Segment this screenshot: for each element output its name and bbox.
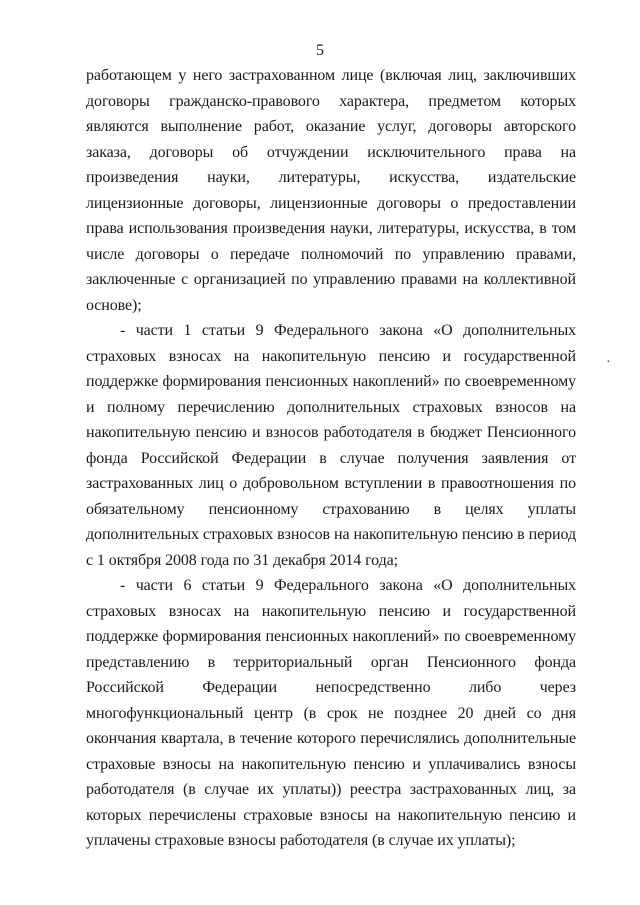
scan-artifact-mark: ·: [606, 355, 611, 370]
paragraph-part-6-article-9: - части 6 статьи 9 Федерального закона «О дополнительных страховых взносах на накопительную пенсию и государственной поддержке формирования пенсионных накоплений» по своевременному представлению в территориальный орган Пенсионного фонда Российской Федерации непосредственно либо через многофункциональный центр (в срок не позднее 20 дней со дня окончания квартала, в течение которого перечислялись дополнительные страховые взносы на накопительную пенсию и уплачивались взносы работодателя (в случае их уплаты)) реестра застрахованных лиц, за которых перечислены страховые взносы на накопительную пенсию и уплачены страховые взносы работодателя (в случае их уплаты);: [86, 577, 576, 849]
page-number: 5: [316, 42, 324, 59]
paragraph-part-1-article-9: - части 1 статьи 9 Федерального закона «О дополнительных страховых взносах на накопительную пенсию и государственной поддержке формирования пенсионных накоплений» по своевременному и полному перечислению дополнительных страховых взносов на накопительную пенсию и взносов работодателя в бюджет Пенсионного фонда Российской Федерации в случае получения заявления от застрахованных лиц о добровольном вступлении в правоотношения по обязательному пенсионному страхованию в целях уплаты дополнительных страховых взносов на накопительную пенсию в период с 1 октября 2008 года по 31 декабря 2014 года;: [86, 322, 576, 569]
paragraph-continuation: работающем у него застрахованном лице (включая лиц, заключивших договоры гражданско-правового характера, предметом которых являются выполнение работ, оказание услуг, договоры авторского заказа, договоры об отчуждении исключительного права на произведения науки, литературы, искусства, издательские лицензионные договоры, лицензионные договоры о предоставлении права использования произведения науки, литературы, искусства, в том числе договоры о передаче полномочий по управлению правами, заключенные с организацией по управлению правами на коллективной основе);: [86, 67, 576, 314]
document-body: [86, 63, 576, 854]
